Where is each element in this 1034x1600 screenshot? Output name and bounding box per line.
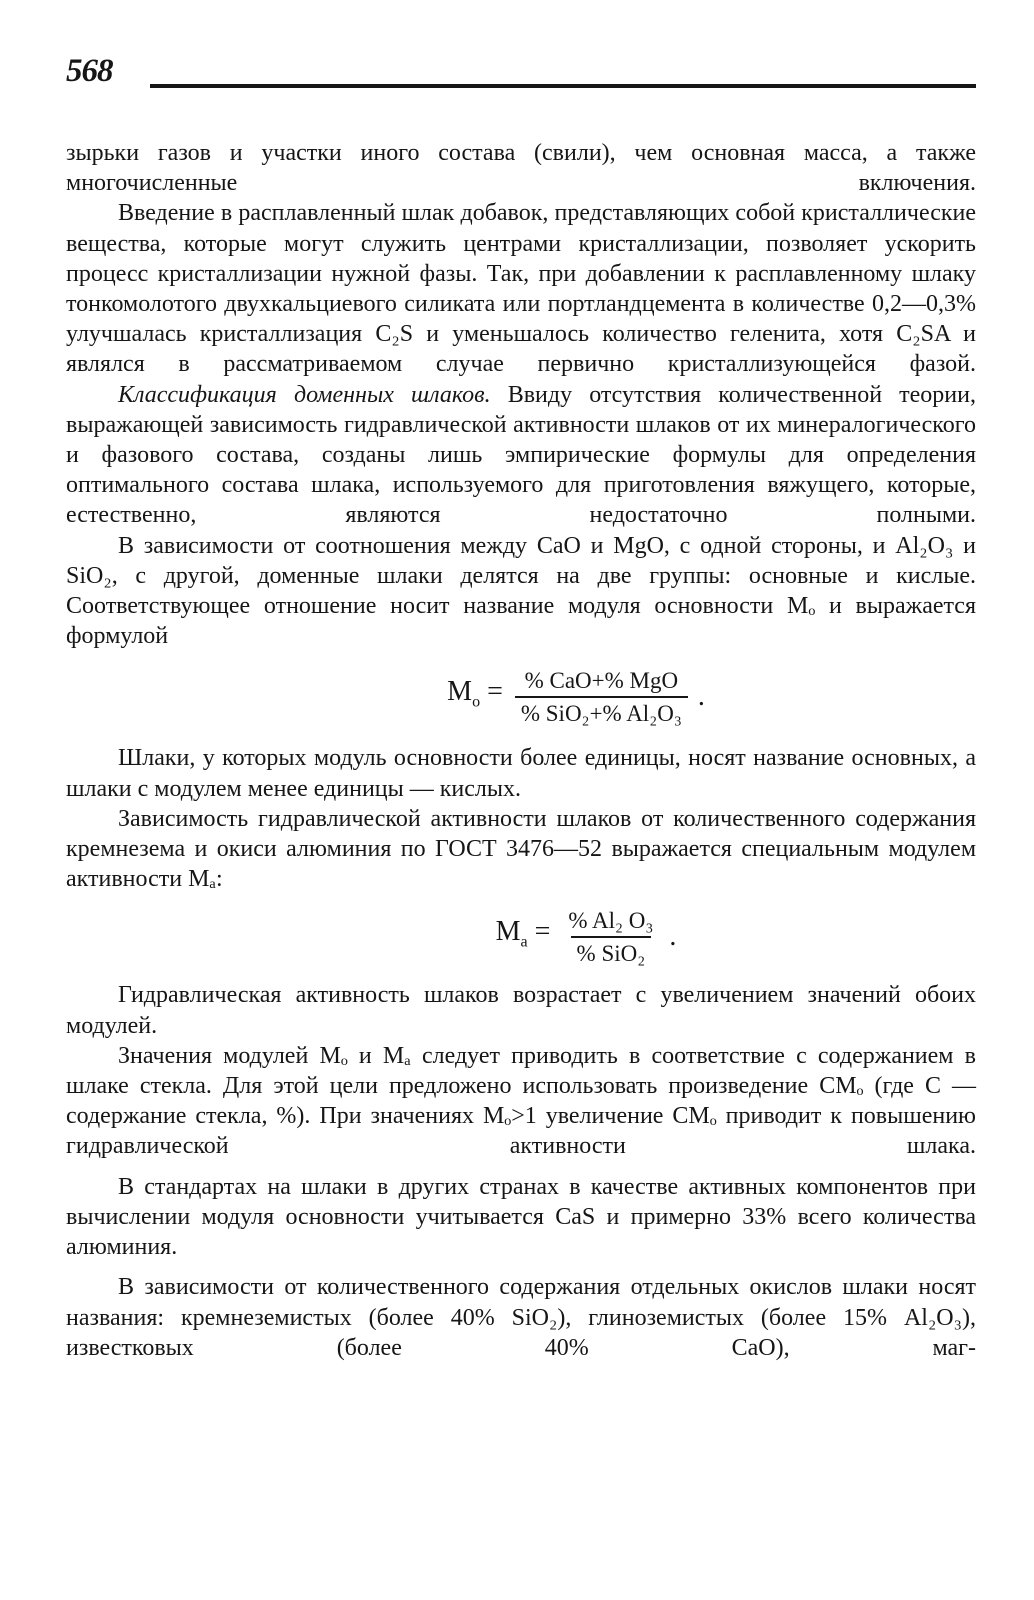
- paragraph: Зависимость гидравлической активности шлаков от количественного содержания кремнезема и окиси алюминия по ГОСТ 3476—52 выражается специальным модулем активности Mₐ:: [66, 805, 976, 893]
- paragraph: зырьки газов и участки иного состава (свили), чем основная масса, а также многочисленные включения.: [66, 140, 976, 197]
- formula-period: .: [697, 681, 705, 713]
- page-number: 568: [66, 53, 113, 89]
- section-text: Ввиду отсутствия количественной теории, выражающей зависимость гидравлической активности шлаков от их минералогического и фазового состава, созданы лишь эмпирические формулы для определения оптимального состава шлака, используемого для приготовления вяжущего, которые, естественно, являются недостаточно полными.: [66, 381, 976, 529]
- paragraph: Значения модулей Mₒ и Mₐ следует приводить в соответствие с содержанием в шлаке стекла. Для этой цели предложено использовать произведение CMₒ (где C — содержание стекла, %). При значениях Mₒ>1 увеличение CMₒ приводит к повышению гидравлической активности шлака.: [66, 1042, 976, 1160]
- fraction: [562, 908, 659, 967]
- spacer: [66, 1262, 976, 1272]
- denominator: % SiO₂+% Al₂O₃: [515, 696, 688, 727]
- formula-period: .: [669, 921, 677, 953]
- paragraph: Гидравлическая активность шлаков возрастает с увеличением значений обоих модулей.: [66, 982, 976, 1039]
- formula-lhs: $M_o$ =: [447, 676, 503, 711]
- spacer: [66, 1162, 976, 1172]
- activity-modulus-formula: [196, 894, 976, 980]
- header-rule: [150, 84, 976, 88]
- paragraph: В зависимости от количественного содержания отдельных окислов шлаки носят названия: кремнеземистых (более 40% SiO₂), глиноземистых (более 15% Al₂O₃), известковых (более 40% CaO), маг-: [66, 1274, 976, 1361]
- numerator: % CaO+% MgO: [524, 667, 679, 693]
- paragraph: В стандартах на шлаки в других странах в качестве активных компонентов при вычислении модуля основности учитывается CaS и примерно 33% всего количества алюминия.: [66, 1173, 976, 1261]
- section-heading: Классификация доменных шлаков.: [118, 381, 491, 408]
- section-paragraph: [66, 380, 976, 531]
- paragraph: В зависимости от соотношения между CaO и MgO, с одной стороны, и Al₂O₃ и SiO₂, с другой, доменные шлаки делятся на две группы: основные и кислые. Соответствующее отношение носит название модуля основности Mₒ и выражается формулой: [66, 532, 976, 650]
- body-text: [66, 138, 976, 1363]
- denominator: % SiO₂: [571, 936, 652, 967]
- paragraph: Введение в расплавленный шлак добавок, представляющих собой кристаллические вещества, которые могут служить центрами кристаллизации, позволяет ускорить процесс кристаллизации нужной фазы. Так, при добавлении к расплавленному шлаку тонкомолотого двухкальциевого силиката или портландцемента в количестве 0,2—0,3% улучшалась кристаллизация C₂S и уменьшалось количество геленита, хотя C₂SA и являлся в рассматриваемом случае первично кристаллизующейся фазой.: [66, 200, 976, 378]
- page-header: [66, 54, 976, 94]
- numerator: % Al₂ O₃: [568, 907, 654, 933]
- paragraph: Шлаки, у которых модуль основности более единицы, носят название основных, а шлаки с модулем менее единицы — кислых.: [66, 745, 976, 802]
- fraction: [515, 668, 688, 727]
- basicity-modulus-formula: [176, 651, 976, 743]
- formula-lhs: $M_a$ =: [495, 916, 551, 951]
